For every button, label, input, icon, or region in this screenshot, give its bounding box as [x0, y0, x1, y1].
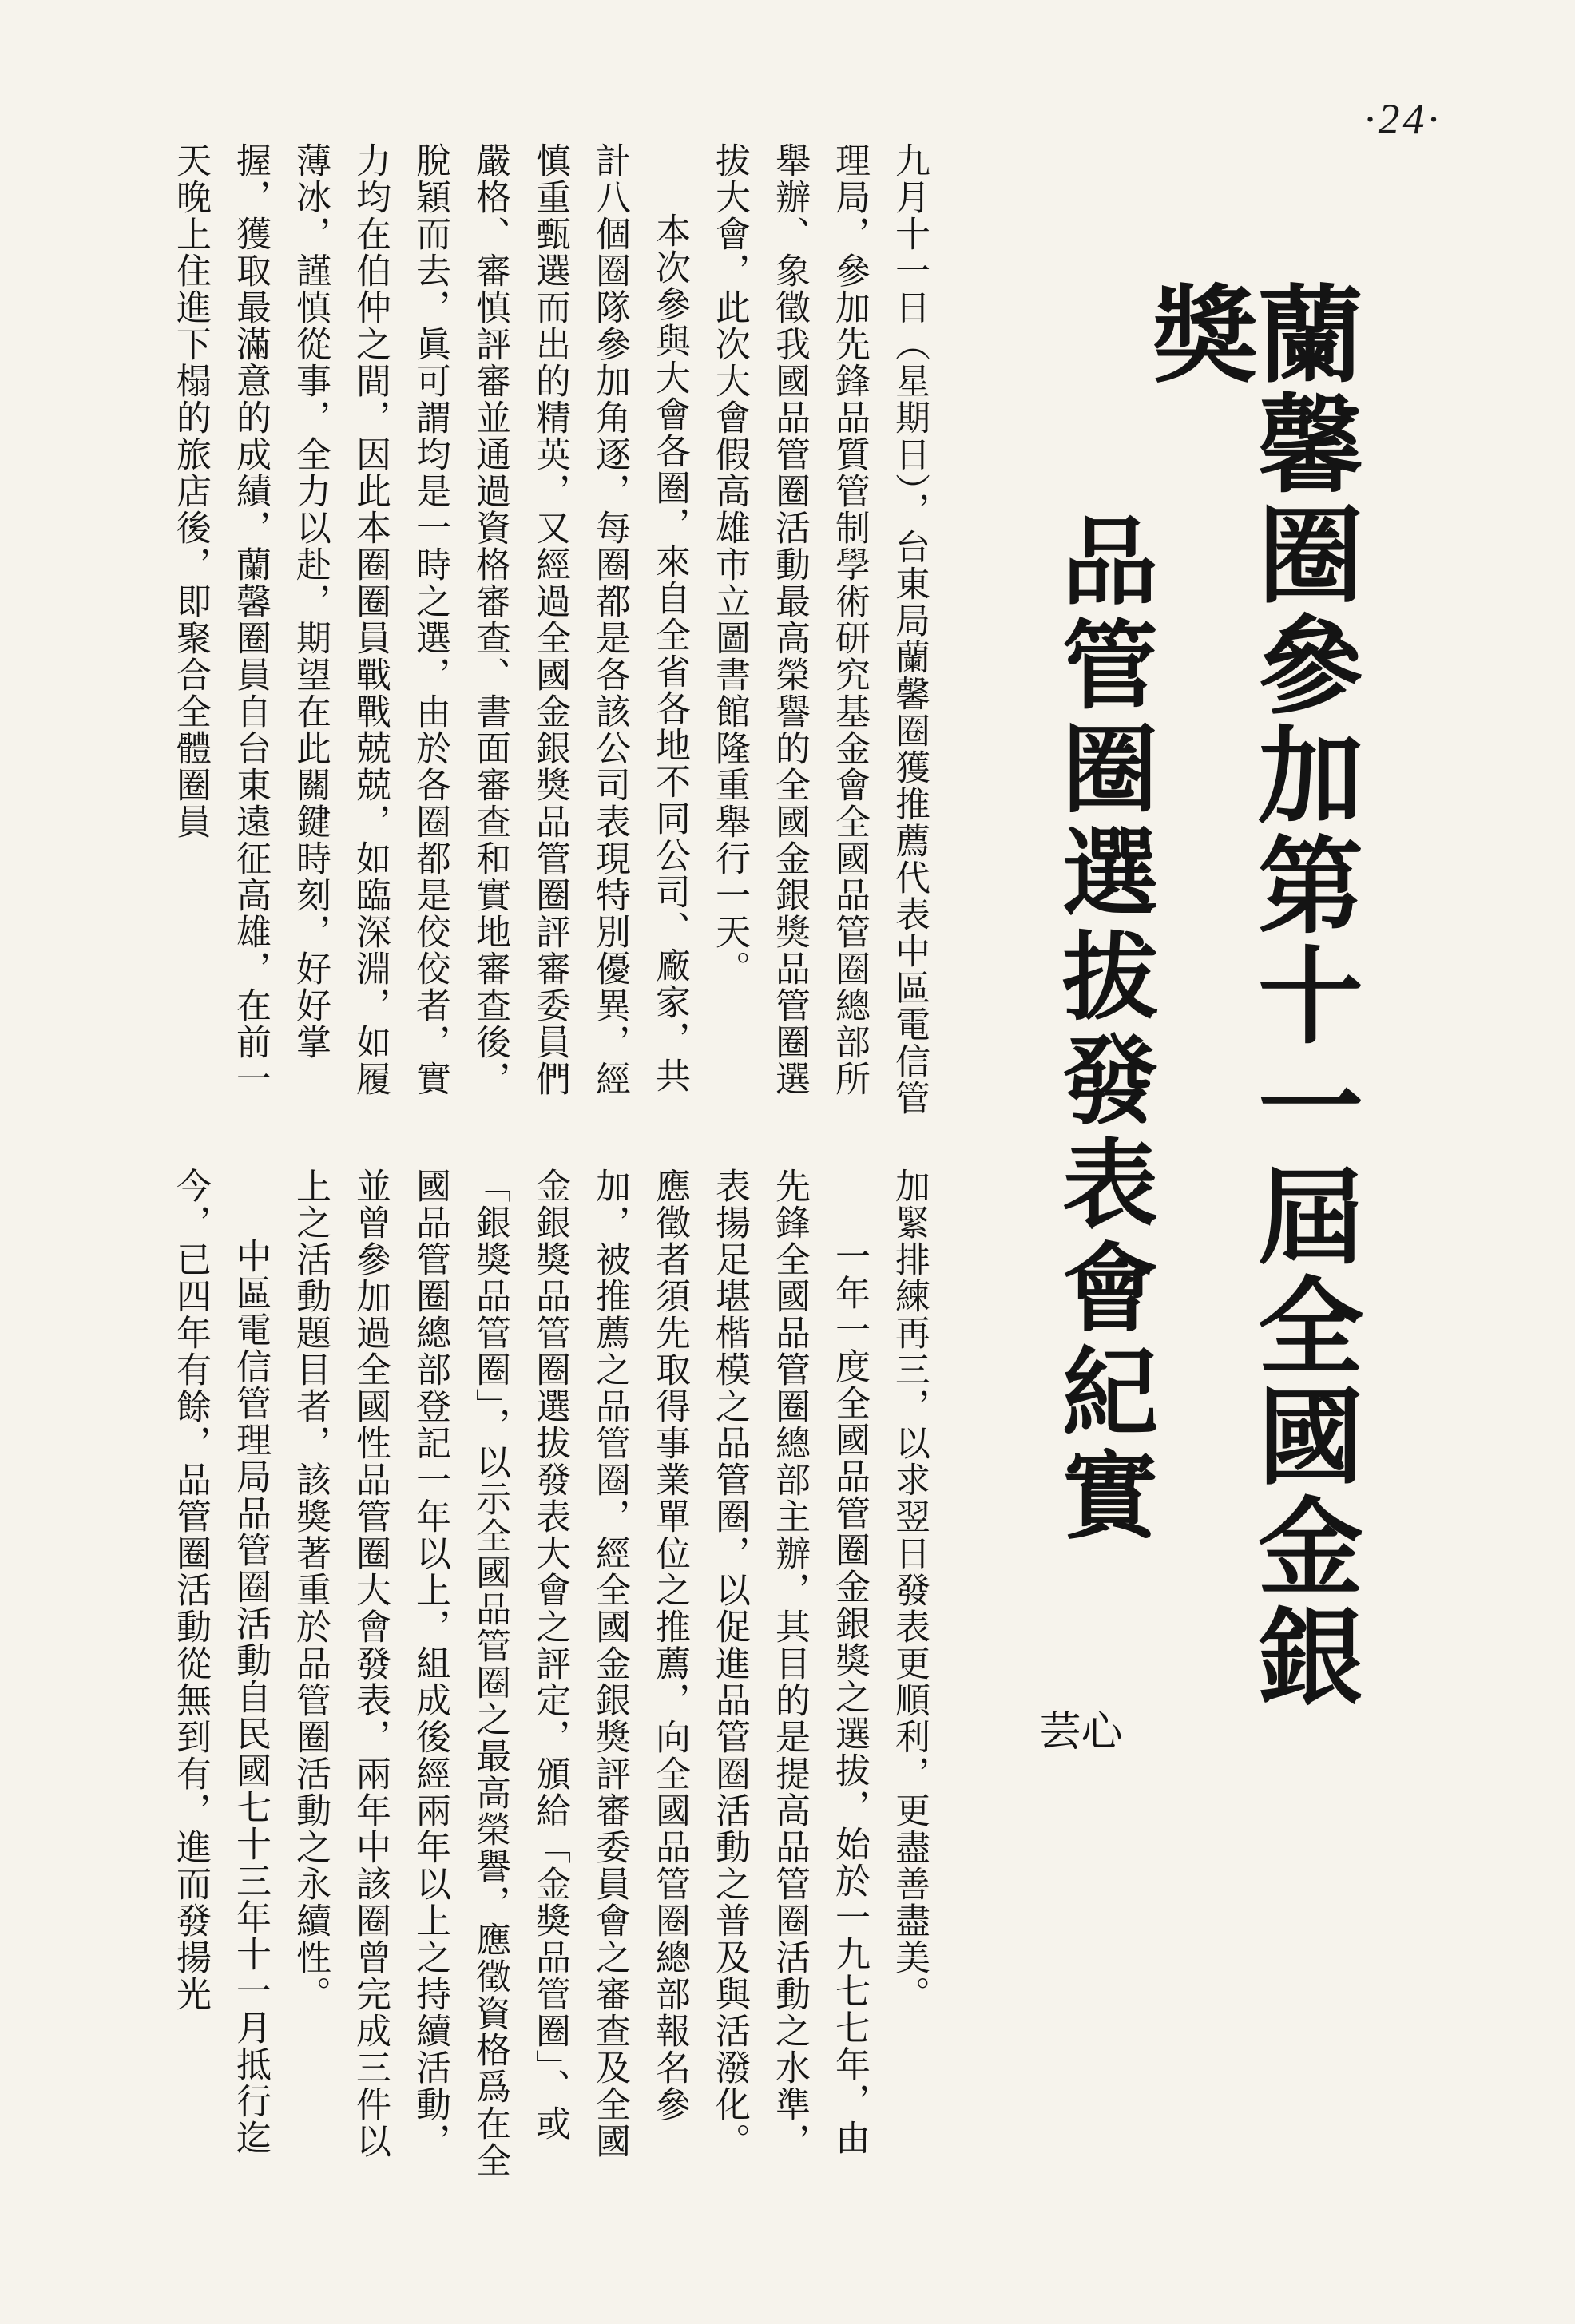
paragraph-3: 加緊排練再三，以求翌日發表更順利，更盡善盡美。: [889, 1168, 930, 2013]
paragraph-5: 中區電信管理局品管圈活動自民國七十三年十一月抵行迄今，已四年有餘，品管圈活動從無到有，進而發揚光: [170, 1168, 271, 2156]
article-title-line-1: 蘭馨圈參加第十一屆全國金銀獎: [1134, 280, 1363, 1712]
paragraph-2: 本次參與大會各圈，來自全省各地不同公司、廠家，共計八個圈隊參加角逐，每圈都是各該公司表現特別優異，經慎重甄選而出的精英，又經過全國金銀獎品管圈評審委員們嚴格、審慎評審並通過資格審查、書面審查和實地審查後，脫穎而去，眞可謂均是一時之選，由於各圈都是佼佼者，實力均在伯仲之間，因此本圈圈員戰戰兢兢，如臨深淵，如履薄冰，謹慎從事，全力以赴，期望在此關鍵時刻，好好掌握，獲取最滿意的成績，蘭馨圈員自台東遠征高雄，在前一天晚上住進下榻的旅店後，即聚合全體圈員: [170, 142, 690, 1097]
body-upper-section: [141, 142, 939, 1121]
author-name: 心芸: [1032, 1709, 1121, 1830]
article-title-line-2: 品管圈選拔發表會紀實: [1046, 511, 1159, 1549]
paragraph-1: 九月十一日（星期日），台東局蘭馨圈獲推薦代表中區電信管理局，參加先鋒品質管制學術研究基金會全國品管圈總部所舉辦、象徵我國品管圈活動最高榮譽的全國金銀獎品管圈選拔大會，此次大會假高雄市立圖書館隆重舉行一天。: [709, 142, 930, 1116]
paragraph-4: 一年一度全國品管圈金銀獎之選拔，始於一九七七年，由先鋒全國品管圈總部主辦，其目的是提高品管圈活動之水準，表揚足堪楷模之品管圈，以促進品管圈活動之普及與活潑化。應徵者須先取得事業單位之推薦，向全國品管圈總部報名參加，被推薦之品管圈，經全國金銀獎評審委員會之審查及全國金銀獎品管圈選拔發表大會之評定，頒給「金獎品管圈」、或「銀獎品管圈」，以示全國品管圈之最高榮譽，應徵資格爲在全國品管圈總部登記一年以上，組成後經兩年以上之持續活動，並曾參加過全國性品管圈大會發表，兩年中該圈曾完成三件以上之活動題目者，該獎著重於品管圈活動之永續性。: [290, 1168, 870, 2179]
body-lower-section: [141, 1168, 939, 2182]
page-number: ·24·: [1364, 95, 1442, 143]
